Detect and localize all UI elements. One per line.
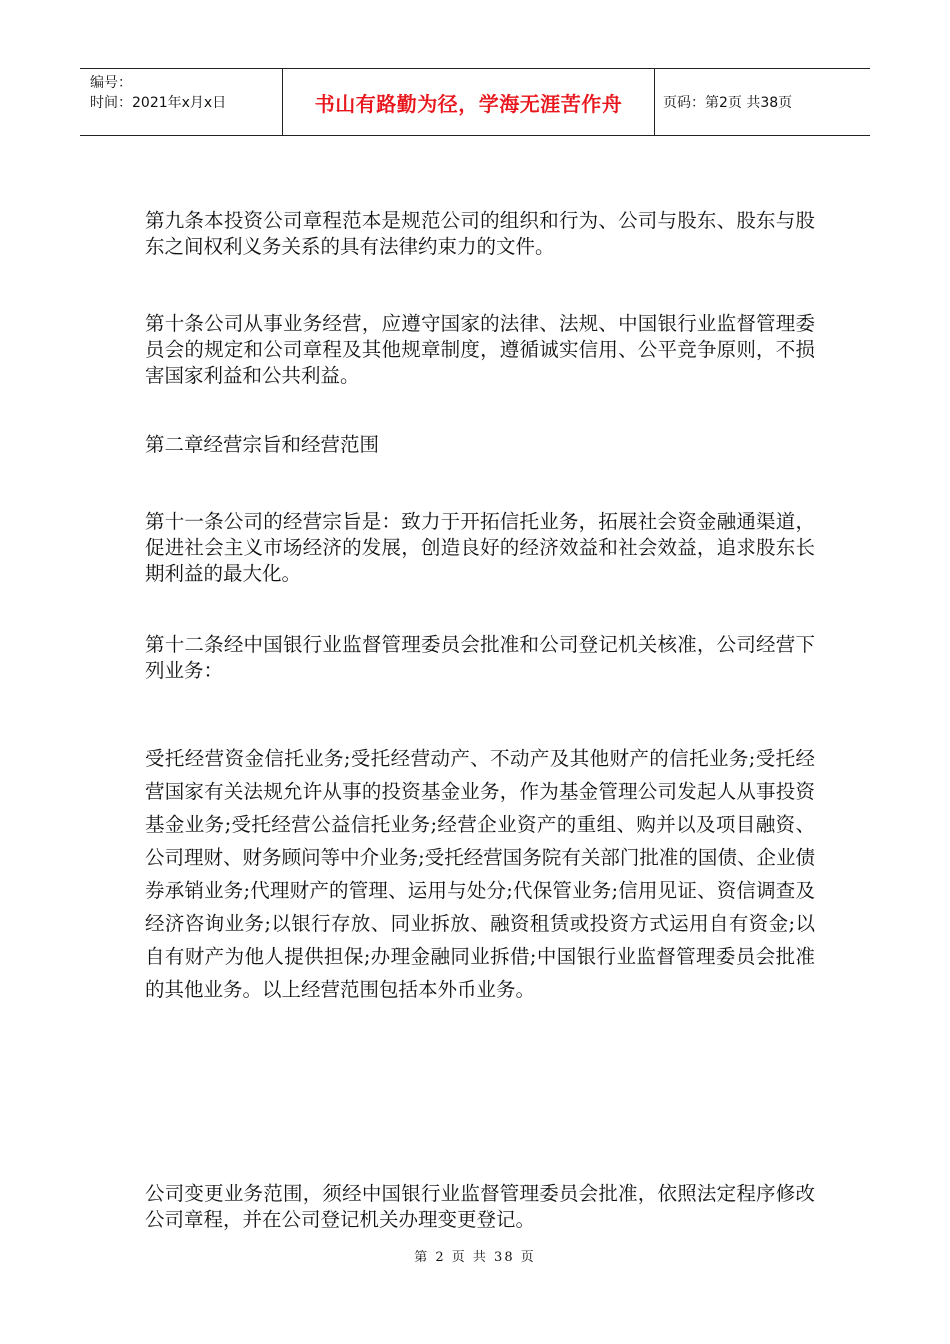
header-meta bbox=[80, 69, 283, 135]
document-number-label: 编号： bbox=[90, 75, 132, 91]
header-motto: 书山有路勤为径，学海无涯苦作舟 bbox=[314, 91, 623, 116]
chapter-heading: 第二章经营宗旨和经营范围 bbox=[145, 433, 380, 456]
paragraph-article-10: 第十条公司从事业务经营，应遵守国家的法律、法规、中国银行业监督管理委员会的规定和公司章程及其他规章制度，遵循诚实信用、公平竞争原则，不损害国家利益和公共利益。 bbox=[145, 312, 815, 387]
paragraph-article-12: 第十二条经中国银行业监督管理委员会批准和公司登记机关核准，公司经营下列业务： bbox=[145, 633, 815, 682]
page-header bbox=[80, 68, 870, 136]
paragraph-article-11: 第十一条公司的经营宗旨是：致力于开拓信托业务，拓展社会资金融通渠道，促进社会主义市场经济的发展，创造良好的经济效益和社会效益，追求股东长期利益的最大化。 bbox=[145, 510, 815, 585]
paragraph-article-9: 第九条本投资公司章程范本是规范公司的组织和行为、公司与股东、股东与股东之间权利义务关系的具有法律约束力的文件。 bbox=[145, 209, 815, 258]
page-footer: 第 2 页 共 38 页 bbox=[414, 1250, 536, 1265]
paragraph-scope-change: 公司变更业务范围，须经中国银行业监督管理委员会批准，依照法定程序修改公司章程，并在公司登记机关办理变更登记。 bbox=[145, 1182, 815, 1231]
paragraph-business-scope bbox=[145, 742, 815, 1006]
business-scope-text: 受托经营资金信托业务;受托经营动产、不动产及其他财产的信托业务;受托经营国家有关法规允许从事的投资基金业务，作为基金管理公司发起人从事投资基金业务;受托经营公益信托业务;经营企业资产的重组、购并以及项目融资、公司理财、财务顾问等中介业务;受托经营国务院有关部门批准的国债、企业债券承销业务;代理财产的管理、运用与处分;代保管业务;信用见证、资信调查及经济咨询业务;以银行存放、同业拆放、融资租赁或投资方式运用自有资金;以自有财产为他人提供担保;办理金融同业拆借;中国银行业监督管理委员会批准的其他业务。以上经营范围包括本外币业务。 bbox=[145, 747, 815, 1001]
header-page-number: 页码：第2页 共38页 bbox=[663, 95, 793, 111]
header-page-cell bbox=[655, 69, 870, 135]
document-time-label: 时间：2021年x月x日 bbox=[90, 95, 227, 111]
header-motto-cell bbox=[283, 69, 655, 135]
